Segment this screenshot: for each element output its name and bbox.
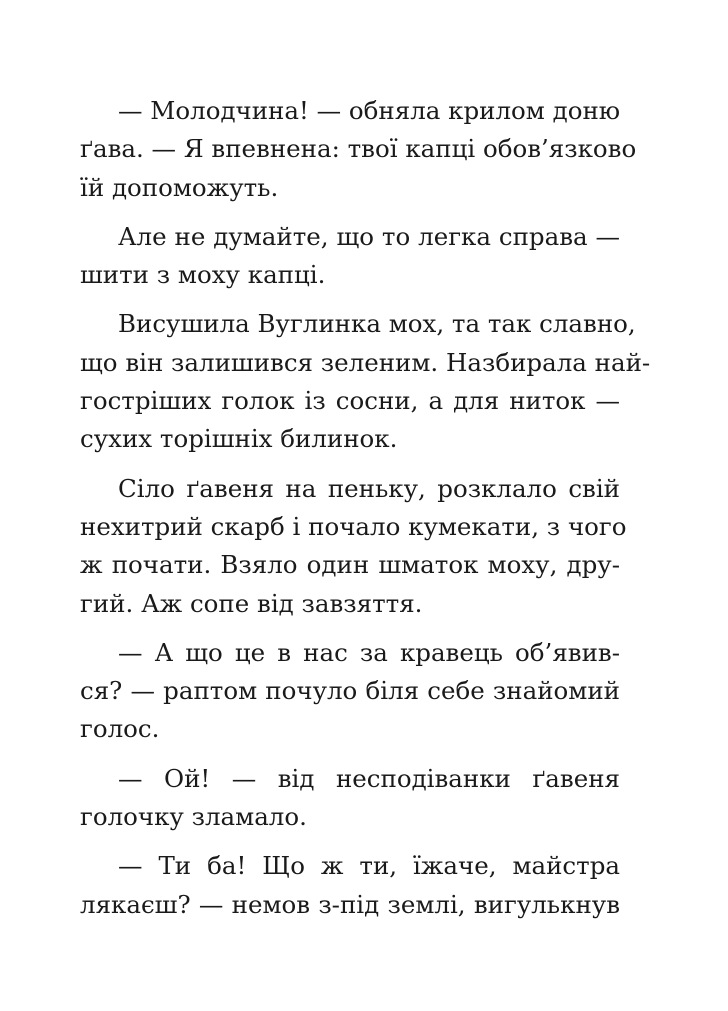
paragraph-3 <box>80 305 651 458</box>
text-line: голочку зламало. <box>80 802 307 832</box>
text-line: шити з моху капці. <box>80 260 326 290</box>
text-line: — Молодчина! — обняла крилом доню <box>118 96 621 125</box>
text-line: Сіло ґавеня на пеньку, розклало свій <box>118 473 620 503</box>
text-line: нехитрий скарб і почало кумекати, з чого <box>80 511 627 541</box>
text-line: Висушила Вуглинка мох, та так славно, <box>118 309 636 339</box>
text-line: голос. <box>80 714 160 744</box>
paragraph-4 <box>80 470 627 623</box>
paragraph-5 <box>80 634 620 749</box>
paragraph-1 <box>80 92 637 207</box>
text-line: їй допоможуть. <box>80 172 279 202</box>
text-line: гостріших голок із сосни, а для ниток — <box>80 386 620 416</box>
book-page <box>80 92 651 935</box>
text-line: — Ти ба! Що ж ти, їжаче, майстра <box>118 851 620 881</box>
text-line: ґава. — Я впевнена: твої капці обов’язково <box>80 134 637 164</box>
text-line: гий. Аж сопе від завзяття. <box>80 588 423 618</box>
text-line: що він залишився зеленим. Назбирала най- <box>80 347 651 377</box>
text-line: сухих торішніх билинок. <box>80 424 398 454</box>
text-line: ж почати. Взяло один шматок моху, дру- <box>80 550 620 580</box>
text-line: Але не думайте, що то легка справа — <box>118 221 620 251</box>
text-line: — А що це в нас за кравець об’явив- <box>118 637 620 667</box>
text-line: лякаєш? — немов з-під землі, вигулькнув <box>80 889 620 919</box>
text-line: — Ой! — від несподіванки ґавеня <box>118 763 620 793</box>
paragraph-7 <box>80 847 620 924</box>
paragraph-6 <box>80 760 620 837</box>
paragraph-2 <box>80 218 620 295</box>
text-line: ся? — раптом почуло біля себе знайомий <box>80 676 620 706</box>
